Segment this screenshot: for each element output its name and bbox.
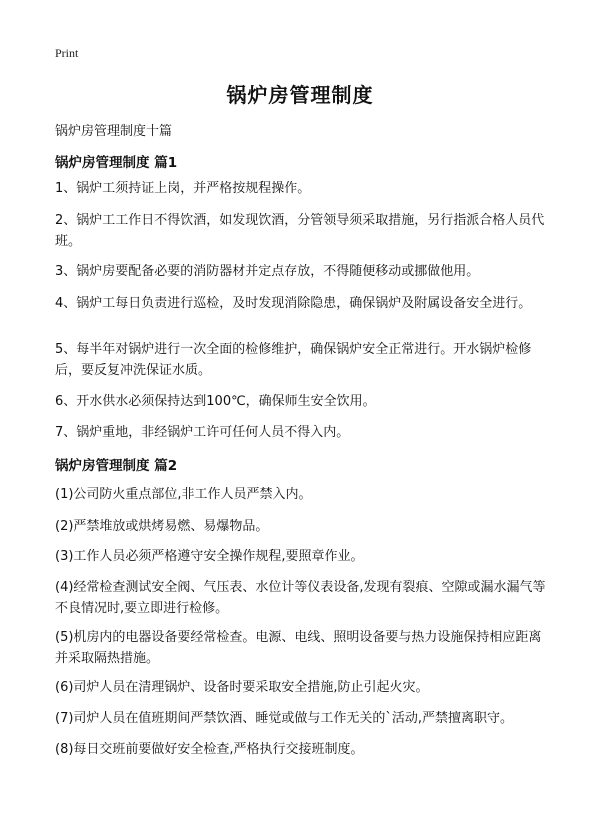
paragraph: 5、每半年对锅炉进行一次全面的检修维护，确保锅炉安全正常进行。开水锅炉检修后，要反复冲洗保证水质。	[55, 342, 532, 378]
paragraph: (4)经常检查测试安全阀、气压表、水位计等仪表设备,发现有裂痕、空隙或漏水漏气等不良情况时,要立即进行检修。	[55, 580, 546, 616]
section-heading: 锅炉房管理制度 篇2	[55, 458, 178, 474]
paragraph: 2、锅炉工工作日不得饮酒，如发现饮酒，分管领导须采取措施，另行指派合格人员代班。	[55, 213, 545, 249]
paragraph: 7、锅炉重地，非经锅炉工许可任何人员不得入内。	[55, 425, 350, 440]
page-title: 锅炉房管理制度	[226, 83, 374, 107]
paragraph: 4、锅炉工每日负责进行巡检，及时发现消除隐患，确保锅炉及附属设备安全进行。	[55, 296, 532, 311]
page-subtitle: 锅炉房管理制度十篇	[55, 124, 173, 139]
paragraph: (1)公司防火重点部位,非工作人员严禁入内。	[55, 487, 312, 502]
paragraph: (6)司炉人员在清理锅炉、设备时要采取安全措施,防止引起火灾。	[55, 680, 429, 695]
paragraph: 3、锅炉房要配备必要的消防器材并定点存放，不得随便移动或挪做他用。	[55, 264, 480, 279]
paragraph: 1、锅炉工须持证上岗，并严格按规程操作。	[55, 181, 311, 196]
paragraph: (7)司炉人员在值班期间严禁饮酒、睡觉或做与工作无关的`活动,严禁擅离职守。	[55, 711, 514, 726]
section-heading: 锅炉房管理制度 篇1	[55, 155, 178, 171]
paragraph: 6、开水供水必须保持达到100℃，确保师生安全饮用。	[55, 394, 376, 409]
print-link[interactable]: Print	[55, 46, 79, 60]
paragraph: (8)每日交班前要做好安全检查,严格执行交接班制度。	[55, 742, 364, 757]
paragraph: (2)严禁堆放或烘烤易燃、易爆物品。	[55, 519, 269, 534]
paragraph: (5)机房内的电器设备要经常检查。电源、电线、照明设备要与热力设施保持相应距离并采取隔热措施。	[55, 630, 542, 666]
paragraph: (3)工作人员必须严格遵守安全操作规程,要照章作业。	[55, 549, 364, 564]
